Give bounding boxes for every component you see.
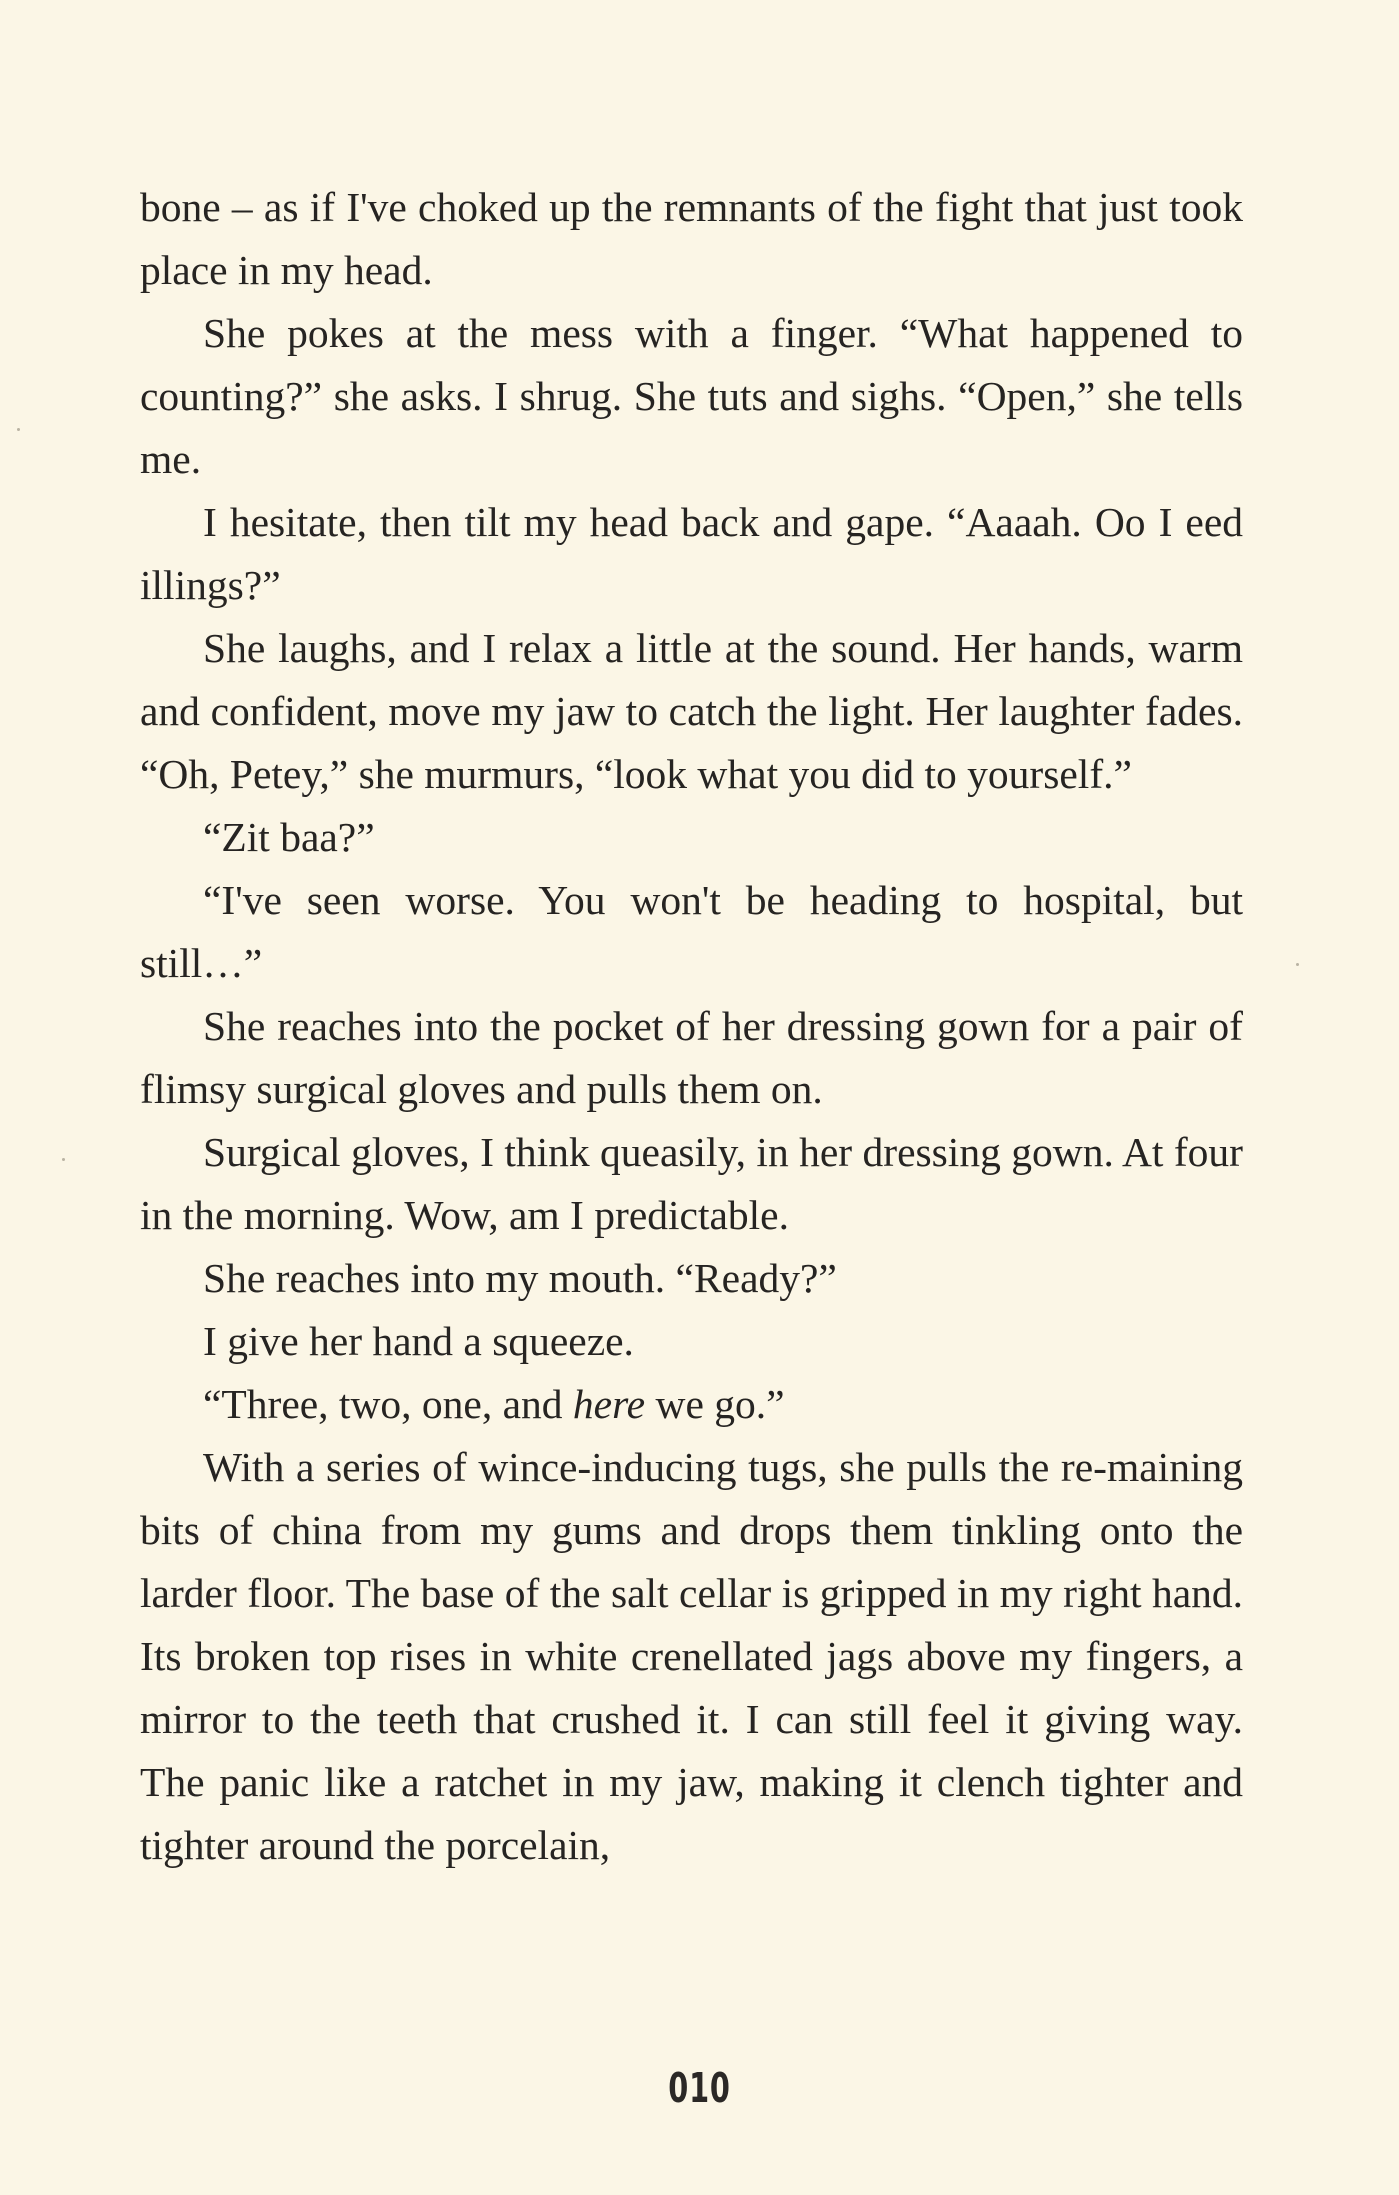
paragraph: She reaches into the pocket of her dressing gown for a pair of flimsy surgical gloves and pulls them on.: [140, 1003, 1243, 1112]
paragraph: She laughs, and I relax a little at the sound. Her hands, warm and confident, move my jaw to catch the light. Her laughter fades. “Oh, Petey,” she murmurs, “look what you did to yourself.”: [140, 625, 1243, 797]
paragraph: Surgical gloves, I think queasily, in her dressing gown. At four in the morning. Wow, am I predictable.: [140, 1129, 1243, 1238]
paper-speck: [1296, 963, 1299, 966]
paragraph: “Zit baa?”: [203, 814, 375, 860]
paragraph: With a series of wince-inducing tugs, she pulls the re-maining bits of china from my gums and drops them tinkling onto the larder floor. The base of the salt cellar is gripped in my right hand. Its broken top rises in white crenellated jags above my fingers, a mirror to the teeth that crushed it. I can still feel it giving way. The panic like a ratchet in my jaw, making it clench tighter and tighter around the porcelain,: [140, 1444, 1243, 1868]
paragraph: I hesitate, then tilt my head back and gape. “Aaaah. Oo I eed illings?”: [140, 499, 1243, 608]
paragraph: She reaches into my mouth. “Ready?”: [203, 1255, 837, 1301]
paragraph: “I've seen worse. You won't be heading to hospital, but still…”: [140, 877, 1243, 986]
paper-speck: [17, 428, 20, 431]
paragraph-text: we go.”: [645, 1381, 785, 1427]
body-text: [140, 176, 1243, 1877]
emphasized-word: here: [572, 1381, 646, 1427]
paragraph: She pokes at the mess with a finger. “What happened to counting?” she asks. I shrug. She tuts and sighs. “Open,” she tells me.: [140, 310, 1243, 482]
paragraph-continuation: bone – as if I've choked up the remnants of the fight that just took place in my head.: [140, 184, 1243, 293]
page-number: 010: [668, 2064, 731, 2112]
paragraph-with-emphasis: [140, 1373, 1243, 1436]
paper-speck: [62, 1158, 65, 1161]
paragraph-text: “Three, two, one, and: [203, 1381, 573, 1427]
paragraph: I give her hand a squeeze.: [203, 1318, 634, 1364]
